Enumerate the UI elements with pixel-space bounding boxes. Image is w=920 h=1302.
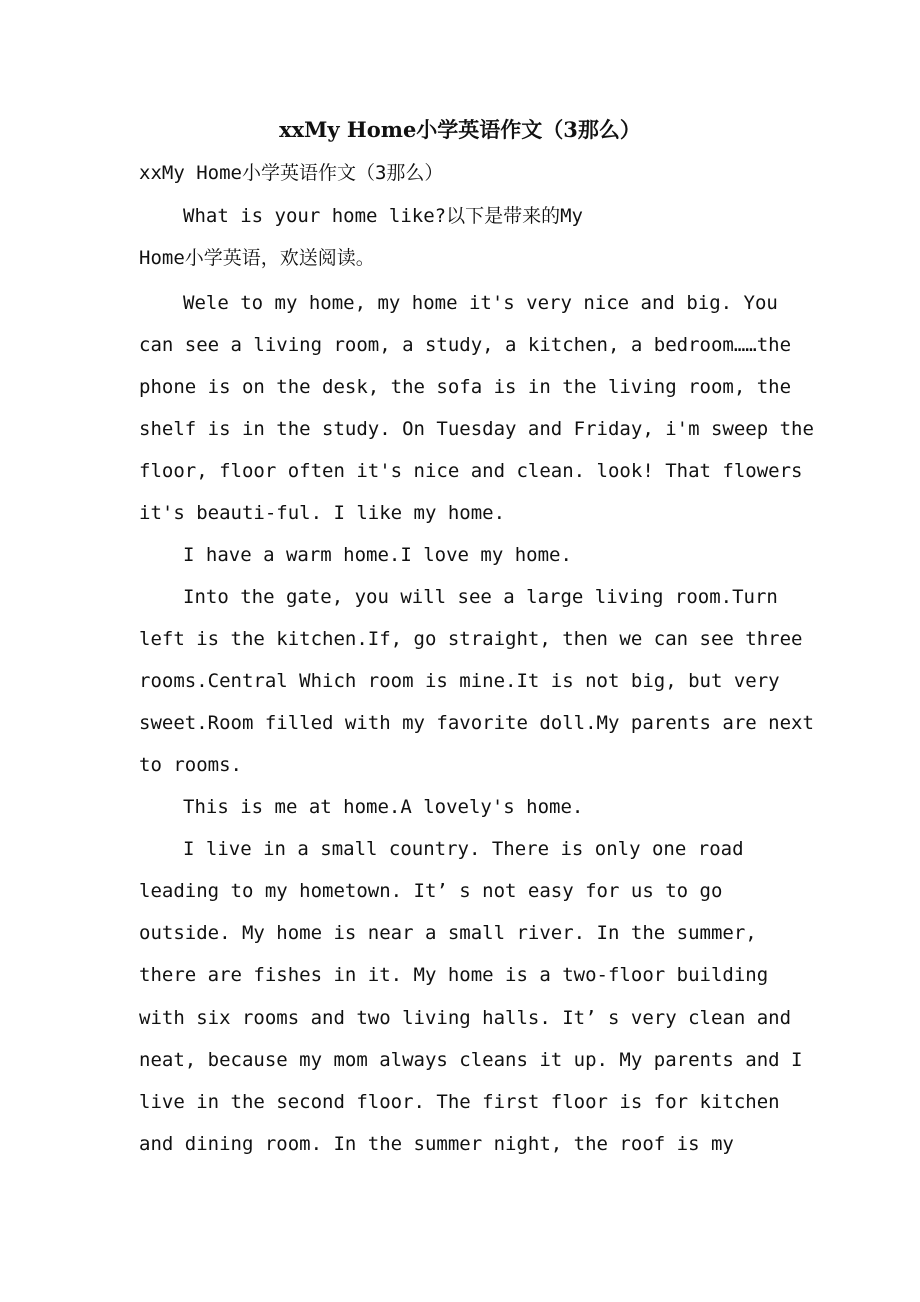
paragraph-line: can see a living room, a study, a kitchen, a bedroom……the xyxy=(139,334,792,356)
paragraph-line: leading to my hometown. It’ s not easy for us to go xyxy=(139,880,723,902)
paragraph-line: neat, because my mom always cleans it up. My parents and I xyxy=(139,1049,803,1071)
paragraph-line: sweet.Room filled with my favorite doll.My parents are next xyxy=(139,712,814,734)
paragraph-line: Wele to my home, my home it's very nice and big. You xyxy=(183,292,778,314)
paragraph-line: outside. My home is near a small river. In the summer, xyxy=(139,922,757,944)
paragraph-line: to rooms. xyxy=(139,754,242,776)
paragraph-line: it's beauti-ful. I like my home. xyxy=(139,502,506,524)
paragraph-line: This is me at home.A lovely's home. xyxy=(183,796,584,818)
paragraph-line: and dining room. In the summer night, the roof is my xyxy=(139,1133,734,1155)
paragraph-line: phone is on the desk, the sofa is in the living room, the xyxy=(139,376,792,398)
document-subtitle: xxMy Home小学英语作文（3那么） xyxy=(139,162,444,184)
paragraph-line: I have a warm home.I love my home. xyxy=(183,544,572,566)
intro-line: Home小学英语，欢送阅读。 xyxy=(139,247,375,269)
paragraph-line: shelf is in the study. On Tuesday and Friday, i'm sweep the xyxy=(139,418,814,440)
paragraph-line: Into the gate, you will see a large living room.Turn xyxy=(183,586,778,608)
paragraph-line: rooms.Central Which room is mine.It is not big, but very xyxy=(139,670,780,692)
paragraph-line: with six rooms and two living halls. It’ s very clean and xyxy=(139,1007,792,1029)
intro-line: What is your home like?以下是带来的My xyxy=(183,205,583,227)
paragraph-line: floor, floor often it's nice and clean. look! That flowers xyxy=(139,460,803,482)
paragraph-line: there are fishes in it. My home is a two-floor building xyxy=(139,964,769,986)
paragraph-line: left is the kitchen.If, go straight, then we can see three xyxy=(139,628,803,650)
paragraph-line: live in the second floor. The first floor is for kitchen xyxy=(139,1091,780,1113)
document-title: xxMy Home小学英语作文（3那么） xyxy=(279,117,641,142)
paragraph-line: I live in a small country. There is only one road xyxy=(183,838,744,860)
